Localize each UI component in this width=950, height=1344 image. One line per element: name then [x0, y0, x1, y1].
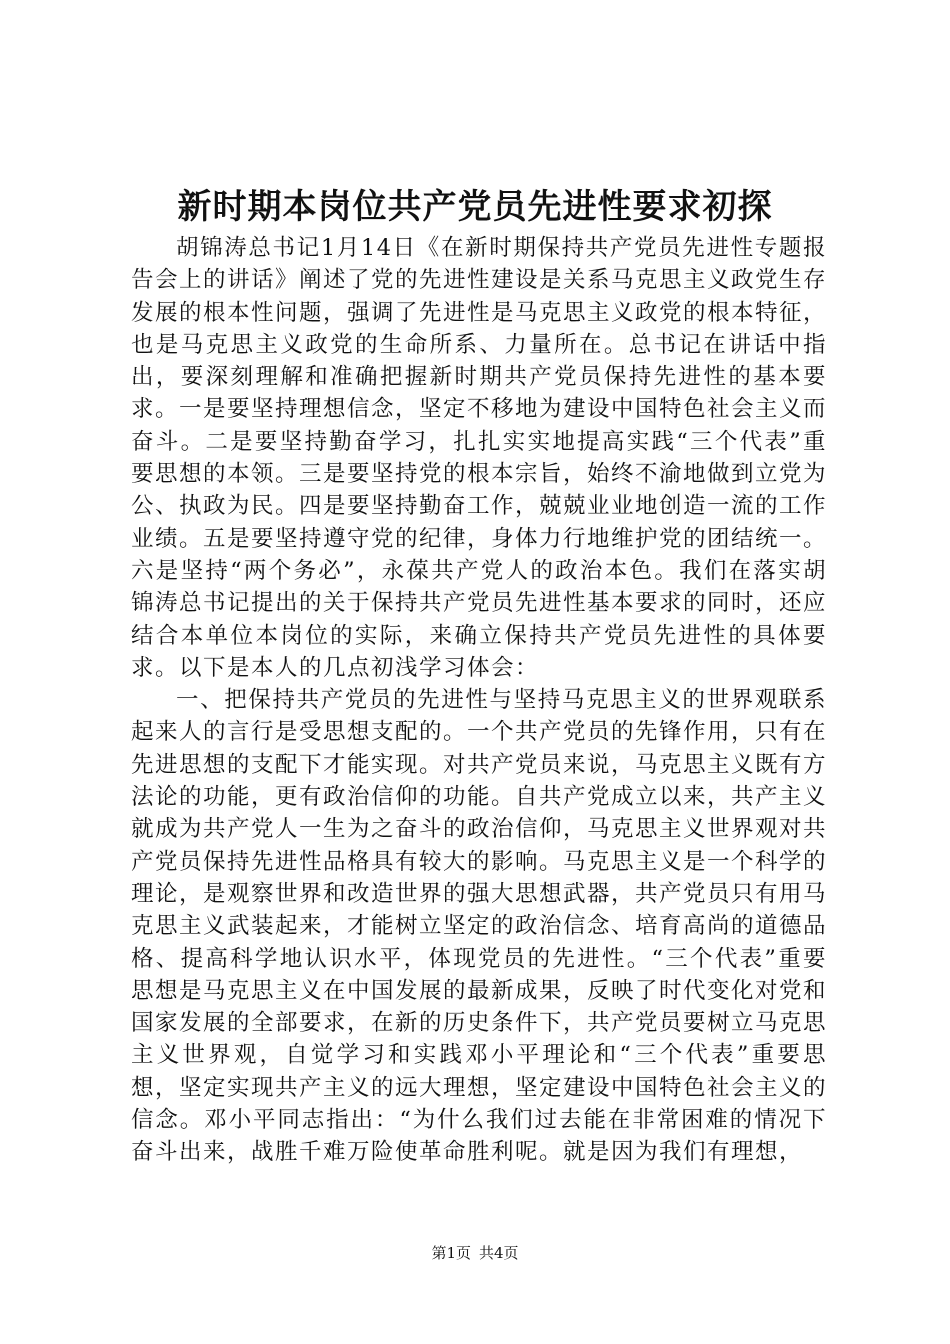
page-total: 共4页	[479, 1244, 519, 1262]
page-number: 第1页	[431, 1244, 471, 1262]
paragraph-section-one: 一、把保持共产党员的先进性与坚持马克思主义的世界观联系起来人的言行是受思想支配的。一个共产党员的先锋作用，只有在先进思想的支配下才能实现。对共产党员来说，马克思主义既有方法论的功能，更有政治信仰的功能。自共产党成立以来，共产主义就成为共产党人一生为之奋斗的政治信仰，马克思主义世界观对共产党员保持先进性品格具有较大的影响。马克思主义是一个科学的理论，是观察世界和改造世界的强大思想武器，共产党员只有用马克思主义武装起来，才能树立坚定的政治信念、培育高尚的道德品格、提高科学地认识水平，体现党员的先进性。“三个代表”重要思想是马克思主义在中国发展的最新成果，反映了时代变化对党和国家发展的全部要求，在新的历史条件下，共产党员要树立马克思主义世界观，自觉学习和实践邓小平理论和“三个代表”重要思想，坚定实现共产主义的远大理想，坚定建设中国特色社会主义的信念。邓小平同志指出：“为什么我们过去能在非常困难的情况下奋斗出来，战胜千难万险使革命胜利呢。就是因为我们有理想，	[131, 687, 828, 1166]
paragraph-intro: 胡锦涛总书记1月14日《在新时期保持共产党员先进性专题报告会上的讲话》阐述了党的先进性建设是关系马克思主义政党生存发展的根本性问题，强调了先进性是马克思主义政党的根本特征，也是马克思主义政党的生命所系、力量所在。总书记在讲话中指出，要深刻理解和准确把握新时期共产党员保持先进性的基本要求。一是要坚持理想信念，坚定不移地为建设中国特色社会主义而奋斗。二是要坚持勤奋学习，扎扎实实地提高实践“三个代表”重要思想的本领。三是要坚持党的根本宗旨，始终不渝地做到立党为公、执政为民。四是要坚持勤奋工作，兢兢业业地创造一流的工作业绩。五是要坚持遵守党的纪律，身体力行地维护党的团结统一。六是坚持“两个务必”，永葆共产党人的政治本色。我们在落实胡锦涛总书记提出的关于保持共产党员先进性基本要求的同时，还应结合本单位本岗位的实际，来确立保持共产党员先进性的具体要求。以下是本人的几点初浅学习体会：	[131, 235, 828, 681]
document-title: 新时期本岗位共产党员先进性要求初探	[177, 187, 773, 227]
document-body	[131, 232, 827, 1169]
page-footer	[0, 1243, 950, 1263]
